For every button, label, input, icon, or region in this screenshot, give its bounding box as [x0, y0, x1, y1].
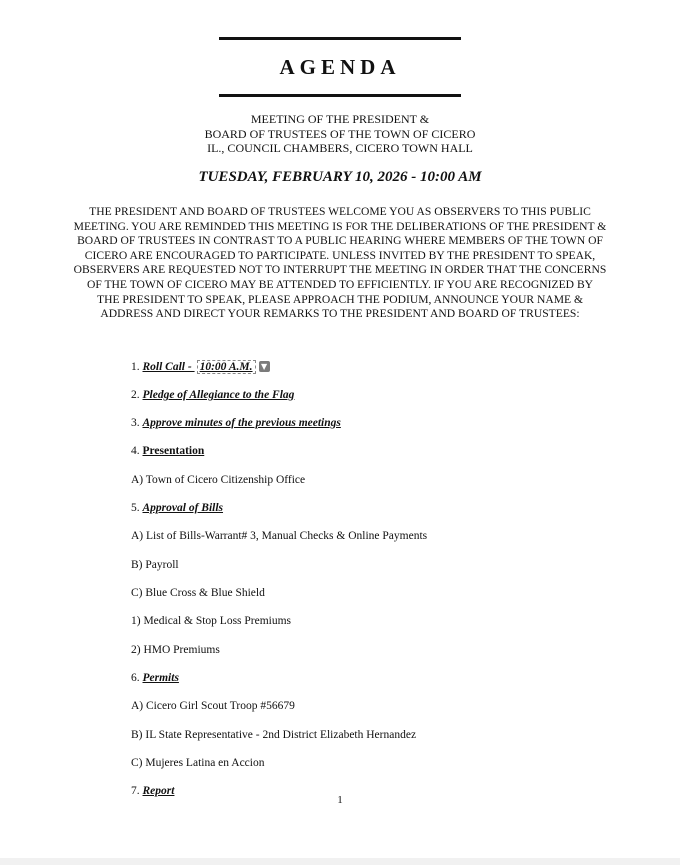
item-number: 6. — [131, 672, 140, 684]
item-label: Presentation — [142, 445, 205, 457]
page-title: AGENDA — [279, 55, 401, 79]
notice-line: ADDRESS AND DIRECT YOUR REMARKS TO THE PRESIDENT AND BOARD OF TRUSTEES: — [100, 307, 580, 321]
notice-line: OF THE TOWN OF CICERO MAY BE ATTENDED TO EFFICIENTLY. IF YOU ARE RECOGNIZED BY — [86, 277, 594, 291]
agenda-subitem: 2) HMO Premiums — [131, 644, 220, 656]
header-line: MEETING OF THE PRESIDENT & — [250, 112, 430, 126]
agenda-item-permits — [131, 672, 179, 684]
agenda-subitem: 1) Medical & Stop Loss Premiums — [131, 615, 292, 627]
agenda-subitem: C) Mujeres Latina en Accion — [131, 757, 265, 769]
observer-notice — [48, 205, 632, 322]
header-line: IL., COUNCIL CHAMBERS, CICERO TOWN HALL — [207, 141, 473, 155]
page-bottom-gap — [0, 858, 680, 865]
notice-line: CICERO ARE ENCOURAGED TO PARTICIPATE. UNLESS INVITED BY THE PRESIDENT TO SPEAK, — [84, 248, 596, 262]
title-rule-top — [219, 37, 461, 40]
item-label: Report — [142, 785, 175, 797]
agenda-item-bills — [131, 502, 223, 514]
header-line: BOARD OF TRUSTEES OF THE TOWN OF CICERO — [204, 126, 476, 141]
item-label: Approval of Bills — [142, 502, 224, 514]
page-number: 1 — [337, 794, 343, 806]
agenda-item-roll-call — [131, 360, 270, 374]
notice-line: THE PRESIDENT AND BOARD OF TRUSTEES WELCOME YOU AS OBSERVERS TO THIS PUBLIC — [89, 205, 591, 218]
item-number: 2. — [131, 389, 140, 401]
agenda-subitem: A) Cicero Girl Scout Troop #56679 — [131, 700, 295, 712]
chevron-down-icon[interactable]: ▼ — [259, 361, 270, 372]
item-number: 7. — [131, 785, 140, 797]
meeting-header — [0, 112, 680, 156]
item-label: Approve minutes of the previous meetings — [142, 417, 341, 429]
agenda-subitem: B) Payroll — [131, 559, 179, 571]
agenda-item-pledge — [131, 389, 294, 401]
item-label: Pledge of Allegiance to the Flag — [142, 389, 295, 401]
agenda-item-minutes — [131, 417, 341, 429]
agenda-subitem: C) Blue Cross & Blue Shield — [131, 587, 265, 599]
notice-line: THE PRESIDENT TO SPEAK, PLEASE APPROACH THE PODIUM, ANNOUNCE YOUR NAME & — [96, 292, 584, 306]
notice-line: BOARD OF TRUSTEES IN CONTRAST TO A PUBLIC HEARING WHERE MEMBERS OF THE TOWN OF — [77, 234, 603, 248]
item-label: Roll Call - — [142, 361, 195, 373]
item-number: 1. — [131, 361, 140, 373]
agenda-subitem: A) Town of Cicero Citizenship Office — [131, 474, 306, 486]
item-label: Permits — [142, 672, 179, 684]
agenda-item-presentation — [131, 445, 204, 457]
agenda-subitem: B) IL State Representative - 2nd District Elizabeth Hernandez — [131, 729, 417, 741]
title-rule-bottom — [219, 94, 461, 97]
item-number: 5. — [131, 502, 140, 514]
item-number: 4. — [131, 445, 140, 457]
item-number: 3. — [131, 417, 140, 429]
time-value: 10:00 A.M. — [199, 361, 253, 373]
meeting-date: TUESDAY, FEBRUARY 10, 2026 - 10:00 AM — [198, 169, 482, 185]
time-dropdown-field[interactable] — [197, 360, 256, 374]
notice-line: OBSERVERS ARE REQUESTED NOT TO INTERRUPT THE MEETING IN ORDER THAT THE CONCERNS — [73, 263, 607, 277]
agenda-subitem: A) List of Bills-Warrant# 3, Manual Checks & Online Payments — [131, 530, 428, 542]
notice-line: MEETING. YOU ARE REMINDED THIS MEETING IS FOR THE DELIBERATIONS OF THE PRESIDENT & — [73, 219, 607, 233]
